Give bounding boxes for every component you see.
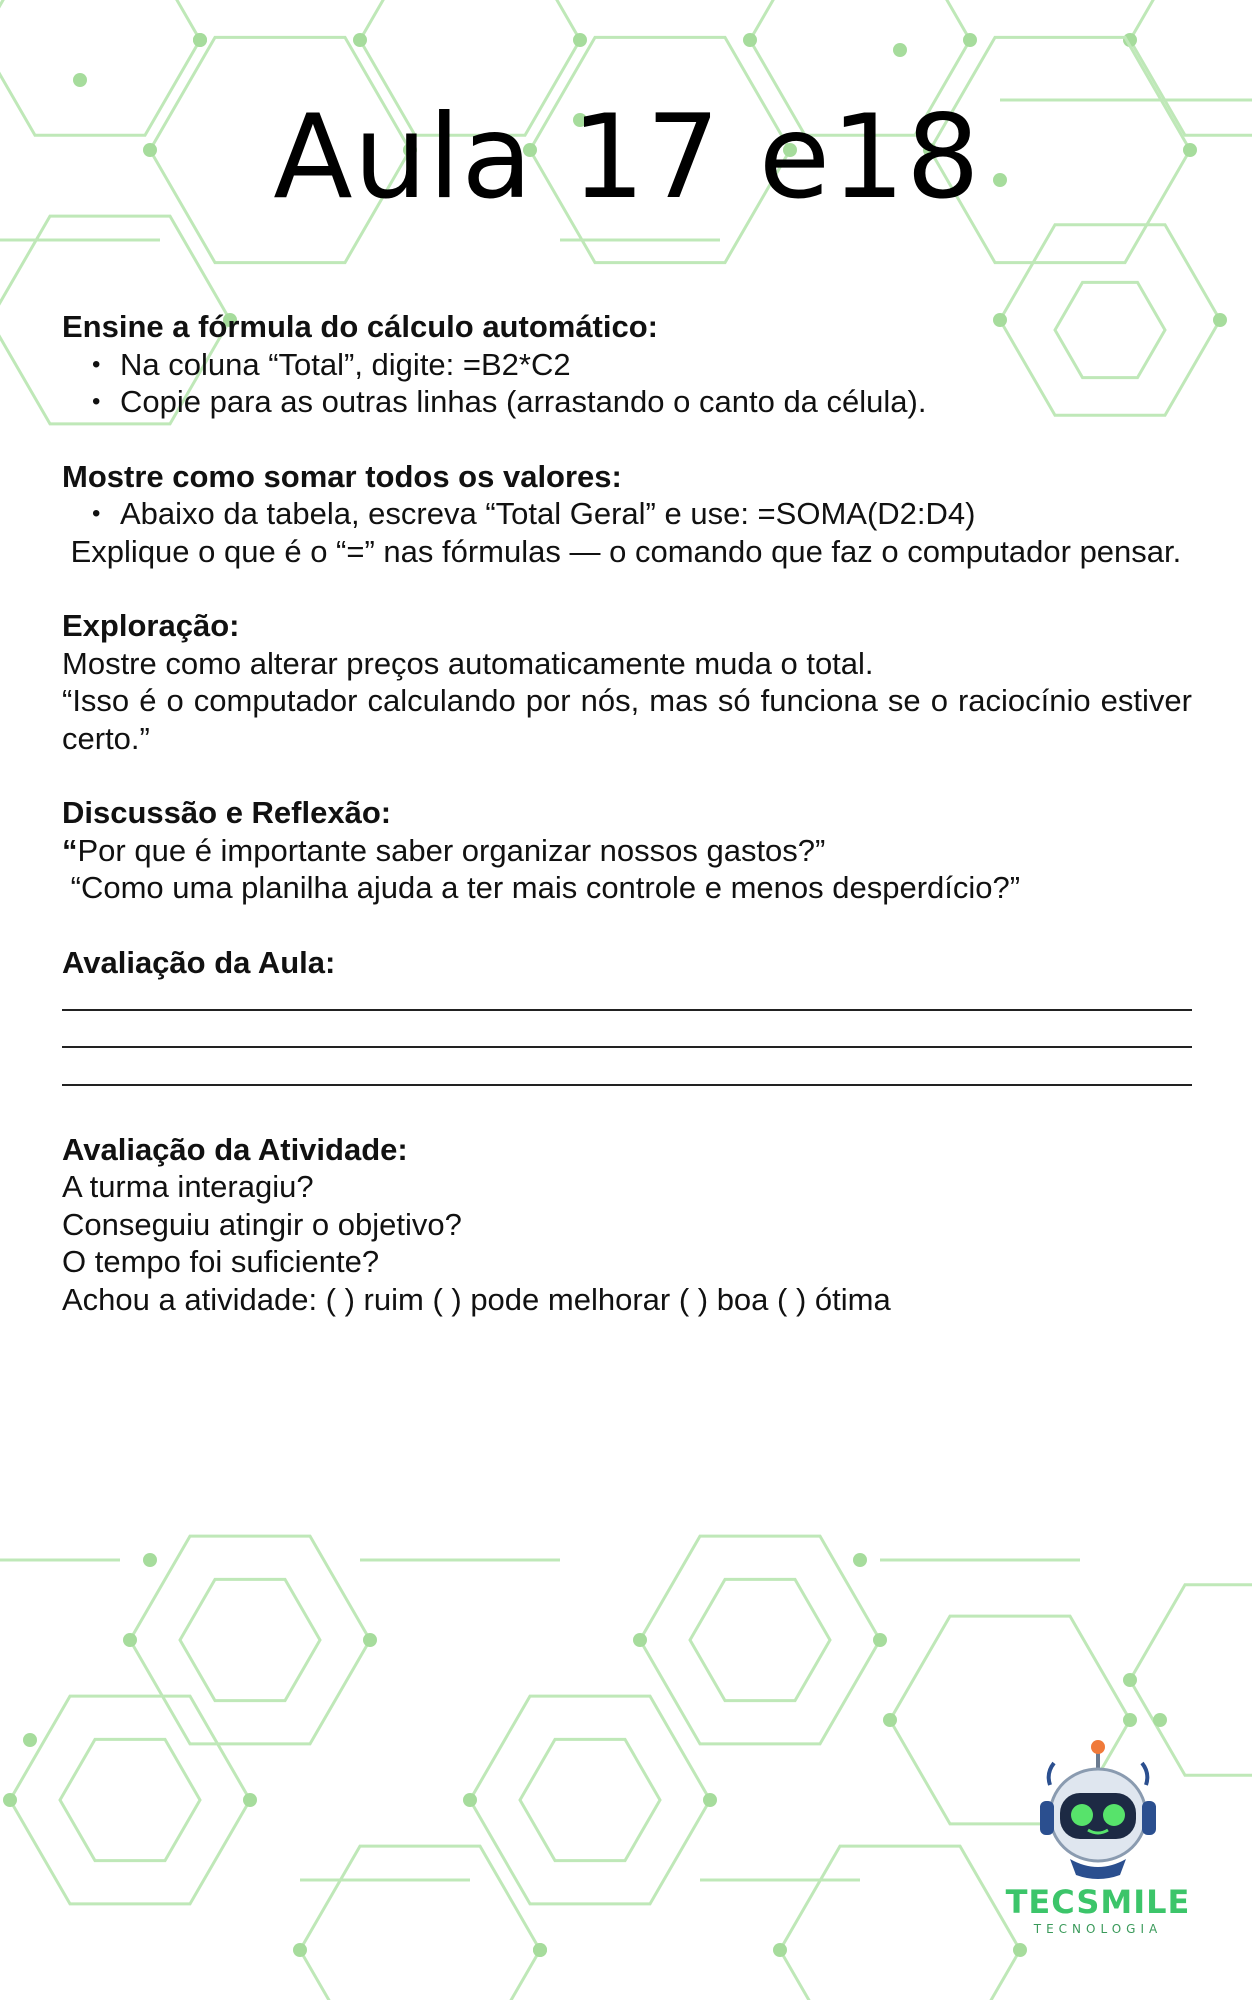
pattern-dot — [1213, 313, 1227, 327]
pattern-dot — [293, 1943, 307, 1957]
section-soma — [62, 458, 1192, 571]
pattern-dot — [853, 1553, 867, 1567]
hexagon-shape — [180, 1579, 320, 1700]
pattern-dot — [363, 1633, 377, 1647]
pattern-dot — [23, 1733, 37, 1747]
paragraph: “Isso é o computador calculando por nós, mas só funciona se o raciocínio estiver certo.” — [62, 683, 1192, 756]
pattern-dot — [963, 33, 977, 47]
section-avaliacao-aula — [62, 944, 1192, 1094]
pattern-dot — [883, 1713, 897, 1727]
hexagon-shape — [520, 1739, 660, 1860]
pattern-dot — [1123, 1673, 1137, 1687]
quote-mark: “ — [62, 832, 78, 868]
hexagon-shape — [10, 1696, 250, 1904]
hexagon-shape — [640, 1536, 880, 1744]
pattern-dot — [3, 1793, 17, 1807]
question-text: Por que é importante saber organizar nossos gastos?” — [77, 832, 826, 868]
question — [62, 832, 1192, 870]
lesson-body — [62, 308, 1192, 1355]
section-heading: Mostre como somar todos os valores: — [62, 458, 622, 494]
pattern-dot — [243, 1793, 257, 1807]
page-title: Aula 17 e18 — [273, 90, 981, 225]
list-item: • Copie para as outras linhas (arrastando o canto da célula). — [92, 383, 1192, 421]
section-avaliacao-atividade — [62, 1131, 1192, 1319]
hexagon-shape — [130, 1536, 370, 1744]
hexagon-shape — [300, 1846, 540, 2000]
evaluation-line: Conseguiu atingir o objetivo? — [62, 1206, 462, 1242]
paragraph: Explique o que é o “=” nas fórmulas — o comando que faz o computador pensar. — [62, 533, 1182, 569]
answer-line — [62, 1019, 1192, 1057]
pattern-dot — [703, 1793, 717, 1807]
section-heading: Avaliação da Aula: — [62, 944, 336, 980]
pattern-dot — [143, 1553, 157, 1567]
pattern-dot — [1153, 1713, 1167, 1727]
answer-line — [62, 1056, 1192, 1094]
section-heading: Exploração: — [62, 608, 240, 643]
pattern-dot — [463, 1793, 477, 1807]
evaluation-line: Achou a atividade: ( ) ruim ( ) pode melhorar ( ) boa ( ) ótima — [62, 1281, 891, 1317]
pattern-dot — [893, 43, 907, 57]
answer-line — [62, 981, 1192, 1019]
robot-icon — [998, 1735, 1198, 1885]
pattern-dot — [123, 1633, 137, 1647]
list-item: • Na coluna “Total”, digite: =B2*C2 — [92, 346, 1192, 384]
tecsmile-logo — [998, 1735, 1198, 1950]
evaluation-line: A turma interagiu? — [62, 1169, 314, 1204]
pattern-dot — [743, 33, 757, 47]
hexagon-shape — [690, 1579, 830, 1700]
section-formula — [62, 308, 1192, 421]
pattern-dot — [533, 1943, 547, 1957]
hexagon-shape — [470, 1696, 710, 1904]
brand-subtitle: TECNOLOGIA — [1033, 1922, 1163, 1936]
hexagon-shape — [780, 1846, 1020, 2000]
pattern-dot — [573, 33, 587, 47]
bullet-list — [62, 346, 1192, 421]
section-heading: Discussão e Reflexão: — [62, 795, 392, 830]
bullet-list — [62, 495, 1192, 533]
pattern-dot — [773, 1943, 787, 1957]
pattern-dot — [633, 1633, 647, 1647]
section-heading: Ensine a fórmula do cálculo automático: — [62, 309, 658, 344]
pattern-dot — [73, 73, 87, 87]
pattern-dot — [1123, 1713, 1137, 1727]
section-discussao — [62, 794, 1192, 907]
brand-name: TECSMILE — [1005, 1883, 1191, 1921]
list-item: • Abaixo da tabela, escreva “Total Geral” e use: =SOMA(D2:D4) — [92, 495, 1192, 533]
section-exploracao — [62, 607, 1192, 757]
pattern-dot — [873, 1633, 887, 1647]
pattern-dot — [353, 33, 367, 47]
pattern-dot — [193, 33, 207, 47]
paragraph: Mostre como alterar preços automaticamente muda o total. — [62, 645, 874, 681]
hexagon-shape — [60, 1739, 200, 1860]
section-heading: Avaliação da Atividade: — [62, 1131, 408, 1167]
question: “Como uma planilha ajuda a ter mais controle e menos desperdício?” — [62, 870, 1021, 905]
evaluation-line: O tempo foi suficiente? — [62, 1244, 380, 1279]
